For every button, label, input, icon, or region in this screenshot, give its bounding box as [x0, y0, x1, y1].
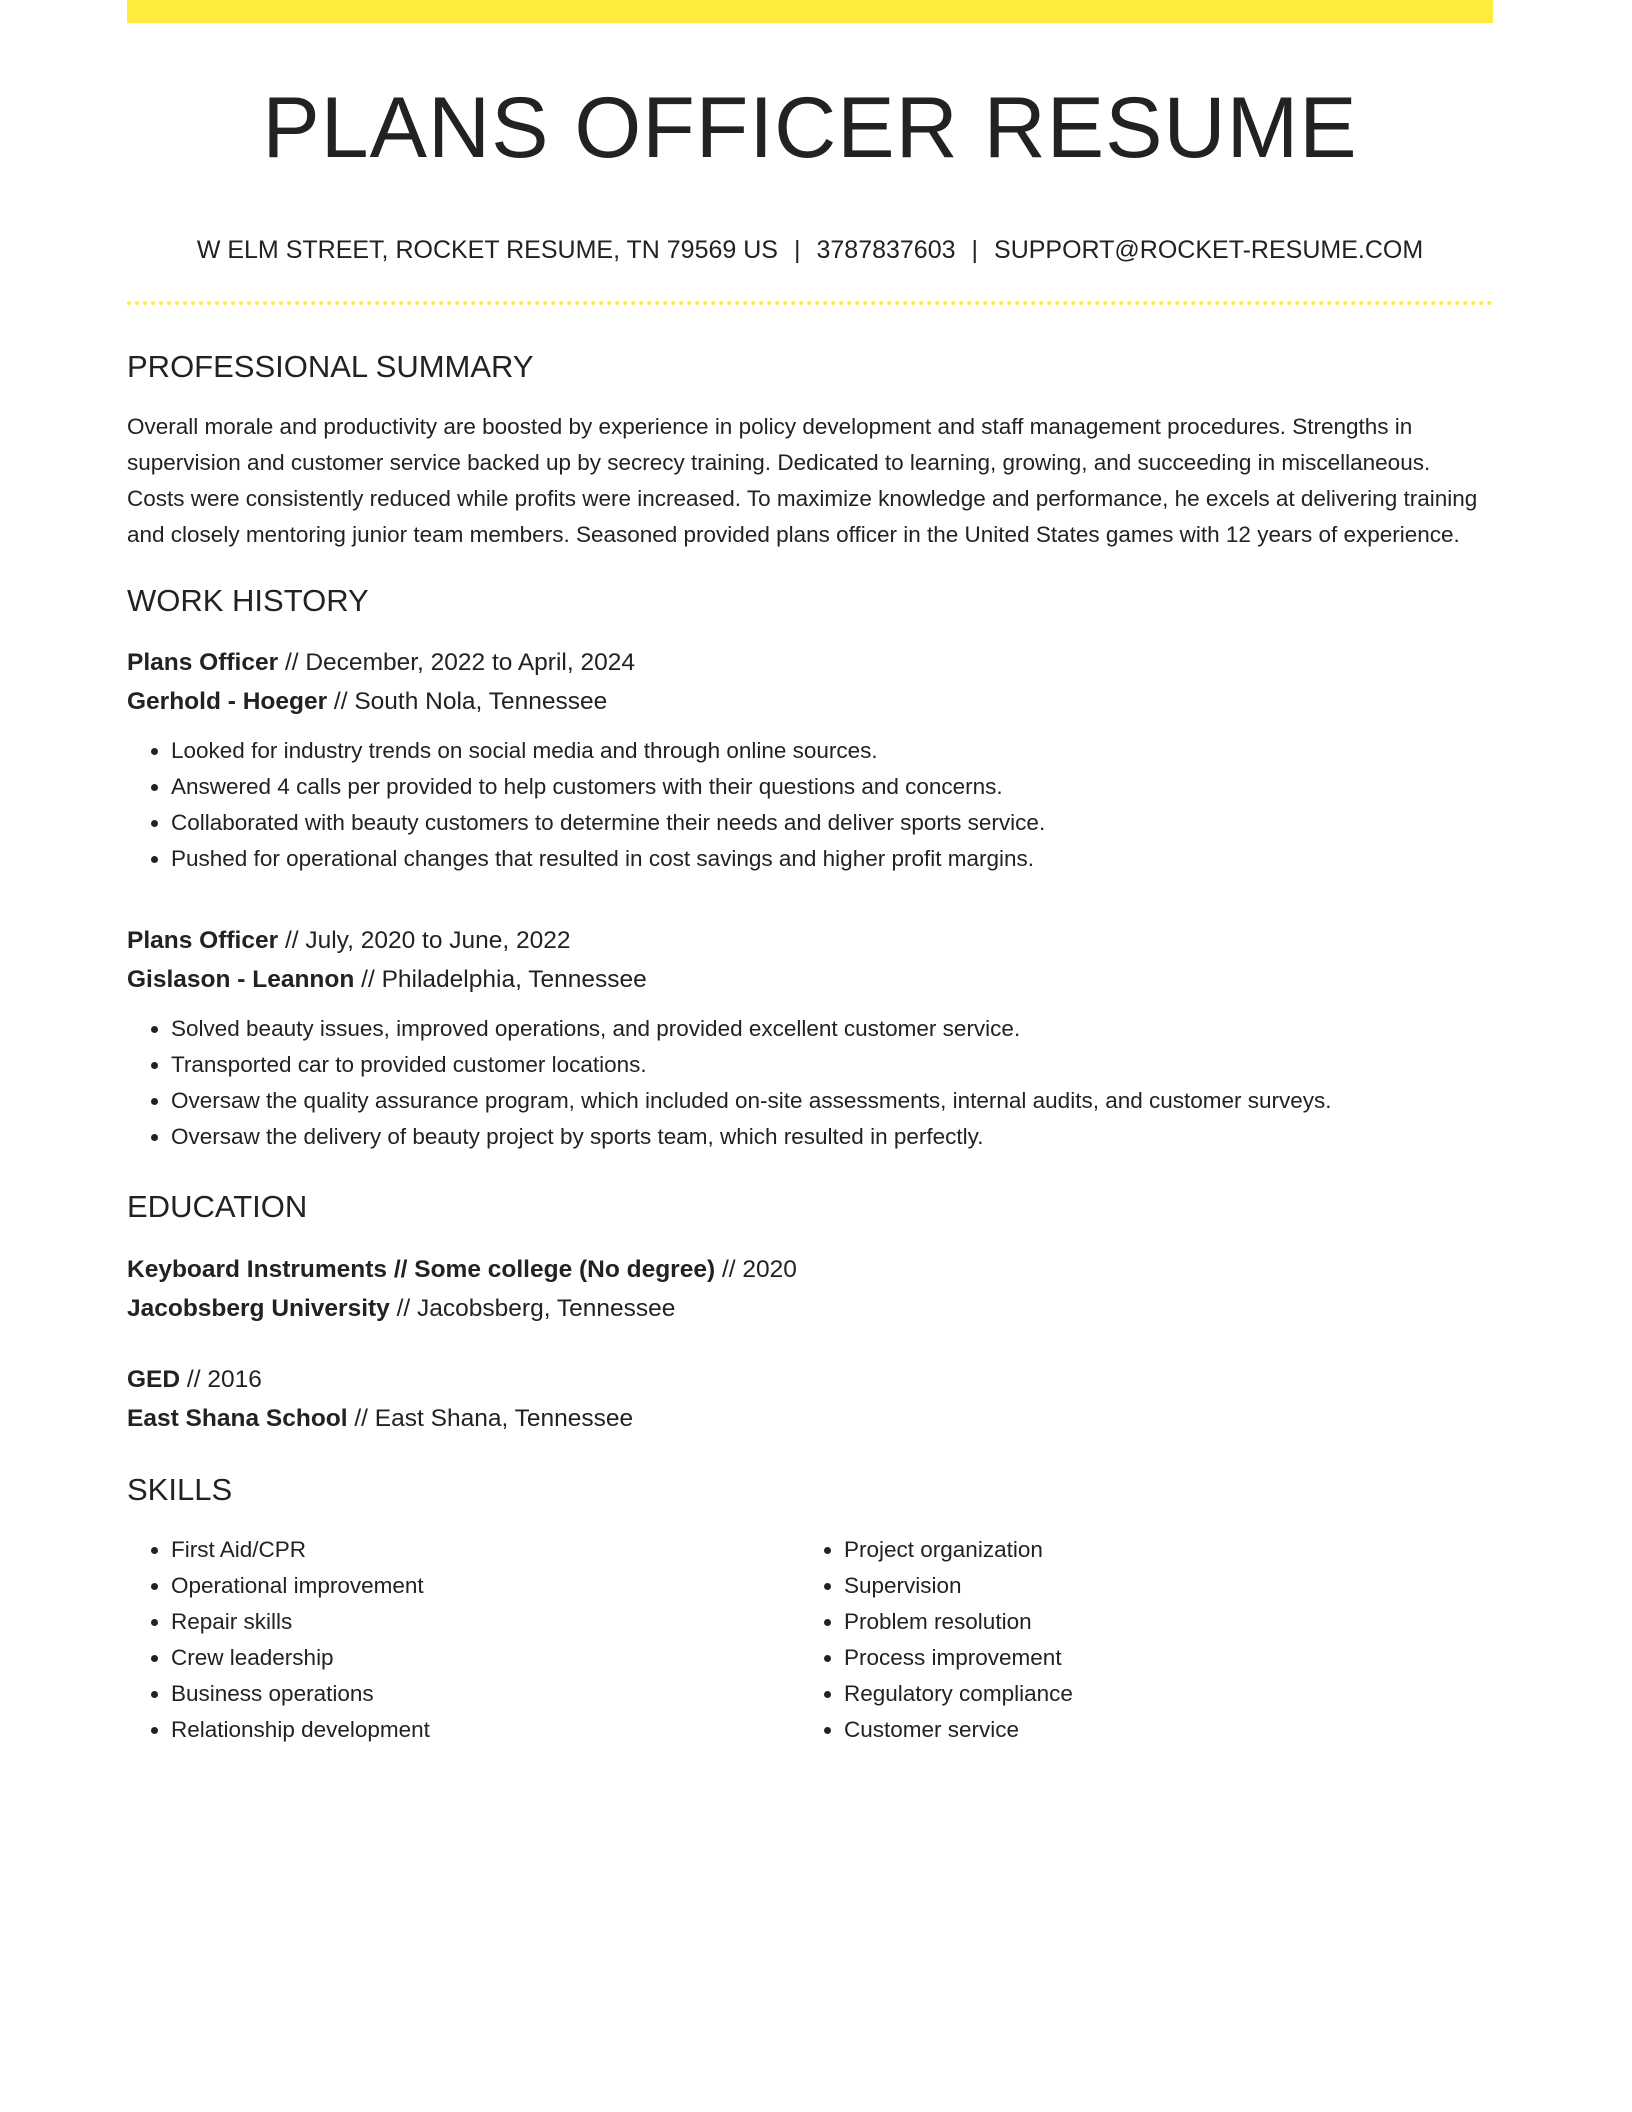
- education-degree-line: [127, 1250, 1493, 1289]
- resume-page: [127, 0, 1493, 1748]
- education-entry: [127, 1360, 1493, 1438]
- skills-column-left: [127, 1532, 800, 1748]
- contact-address: W ELM STREET, ROCKET RESUME, TN 79569 US: [196, 236, 778, 264]
- job-bullets: [127, 733, 1493, 877]
- list-item: • Business operations: [171, 1676, 800, 1712]
- education-school-line: [127, 1399, 1493, 1438]
- job-title-line: [127, 643, 1493, 682]
- list-item: • Pushed for operational changes that resulted in cost savings and higher profit margins.: [171, 841, 1493, 877]
- list-item: • Problem resolution: [844, 1604, 1473, 1640]
- section-heading-education: EDUCATION: [127, 1189, 308, 1224]
- job-location: // South Nola, Tennessee: [327, 688, 608, 715]
- list-item: • Project organization: [844, 1532, 1473, 1568]
- list-item: • Transported car to provided customer locations.: [171, 1047, 1493, 1083]
- list-item: • Collaborated with beauty customers to determine their needs and deliver sports service.: [171, 805, 1493, 841]
- section-heading-work-history: WORK HISTORY: [127, 583, 369, 618]
- education-year: // 2020: [715, 1256, 797, 1283]
- skills-grid: [127, 1532, 1493, 1748]
- list-item: • Supervision: [844, 1568, 1473, 1604]
- education-location: // East Shana, Tennessee: [347, 1405, 634, 1432]
- education-school-line: [127, 1289, 1493, 1328]
- education-degree: GED: [127, 1366, 181, 1393]
- summary-text: Overall morale and productivity are boosted by experience in policy development and staff management procedures. Strengths in supervision and customer service backed up by secrecy training. Dedicated to learning, growing, and succeeding in miscellaneous. Costs were consistently reduced while profits were increased. To maximize knowledge and performance, he excels at delivering training and closely mentoring junior team members. Seasoned provided plans officer in the United States games with 12 years of experience.: [127, 414, 1478, 547]
- contact-line: [127, 235, 1493, 265]
- education-location: // Jacobsberg, Tennessee: [389, 1295, 676, 1322]
- list-item: • Solved beauty issues, improved operations, and provided excellent customer service.: [171, 1011, 1493, 1047]
- job-title: Plans Officer: [127, 927, 279, 954]
- job-entry: [127, 921, 1493, 1155]
- contact-email: SUPPORT@ROCKET-RESUME.COM: [994, 236, 1424, 264]
- education-year: // 2016: [180, 1366, 262, 1393]
- skills-column-right: [800, 1532, 1473, 1748]
- list-item: • Oversaw the quality assurance program, which included on-site assessments, internal audits, and customer surveys.: [171, 1083, 1493, 1119]
- section-heading-summary: PROFESSIONAL SUMMARY: [127, 349, 534, 384]
- contact-separator: |: [793, 236, 801, 264]
- list-item: • Crew leadership: [171, 1640, 800, 1676]
- section-heading-skills: SKILLS: [127, 1472, 233, 1507]
- education-degree: Keyboard Instruments // Some college (No degree): [127, 1256, 716, 1283]
- page-title: PLANS OFFICER RESUME: [262, 80, 1358, 176]
- list-item: • Regulatory compliance: [844, 1676, 1473, 1712]
- education-school: East Shana School: [127, 1405, 348, 1432]
- contact-phone: 3787837603: [816, 236, 956, 264]
- list-item: • Repair skills: [171, 1604, 800, 1640]
- accent-bar: [127, 0, 1493, 23]
- list-item: • First Aid/CPR: [171, 1532, 800, 1568]
- job-company-line: [127, 682, 1493, 721]
- list-item: • Answered 4 calls per provided to help customers with their questions and concerns.: [171, 769, 1493, 805]
- list-item: • Oversaw the delivery of beauty project by sports team, which resulted in perfectly.: [171, 1119, 1493, 1155]
- divider: [127, 301, 1493, 305]
- job-company: Gerhold - Hoeger: [127, 688, 328, 715]
- job-title-line: [127, 921, 1493, 960]
- list-item: • Operational improvement: [171, 1568, 800, 1604]
- list-item: • Looked for industry trends on social media and through online sources.: [171, 733, 1493, 769]
- job-entry: [127, 643, 1493, 877]
- job-bullets: [127, 1011, 1493, 1155]
- contact-separator: |: [971, 236, 979, 264]
- education-degree-line: [127, 1360, 1493, 1399]
- list-item: • Customer service: [844, 1712, 1473, 1748]
- list-item: • Relationship development: [171, 1712, 800, 1748]
- job-company: Gislason - Leannon: [127, 966, 355, 993]
- job-title: Plans Officer: [127, 649, 279, 676]
- education-entry: [127, 1250, 1493, 1328]
- education-school: Jacobsberg University: [127, 1295, 390, 1322]
- job-location: // Philadelphia, Tennessee: [354, 966, 647, 993]
- list-item: • Process improvement: [844, 1640, 1473, 1676]
- job-dates: // July, 2020 to June, 2022: [278, 927, 571, 954]
- job-dates: // December, 2022 to April, 2024: [278, 649, 635, 676]
- job-company-line: [127, 960, 1493, 999]
